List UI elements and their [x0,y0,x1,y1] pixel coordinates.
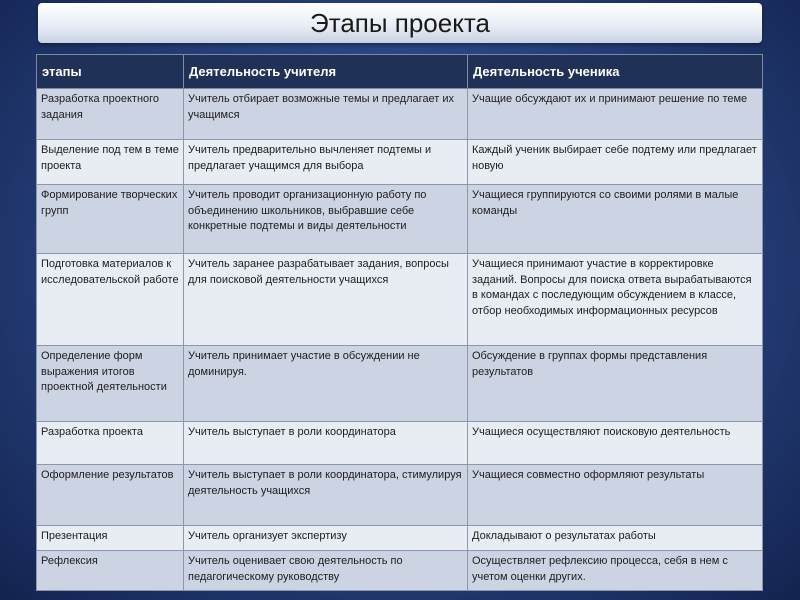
slide-title: Этапы проекта [310,7,490,38]
table-row [37,185,763,254]
stage-cell: Выделение под тем в теме проекта [37,140,184,185]
header-stages: этапы [37,55,184,89]
student-activity-cell: Учащиеся осуществляют поисковую деятельность [468,422,763,465]
student-activity-cell: Учащие обсуждают их и принимают решение по теме [468,89,763,140]
table-row [37,526,763,551]
teacher-activity-cell: Учитель организует экспертизу [184,526,468,551]
stage-cell: Разработка проектного задания [37,89,184,140]
student-activity-cell: Каждый ученик выбирает себе подтему или предлагает новую [468,140,763,185]
stage-cell: Определение форм выражения итогов проектной деятельности [37,346,184,422]
teacher-activity-cell: Учитель принимает участие в обсуждении не доминируя. [184,346,468,422]
project-stages-table [36,54,763,591]
table-row [37,254,763,346]
table-row [37,465,763,526]
header-teacher-activity: Деятельность учителя [184,55,468,89]
teacher-activity-cell: Учитель заранее разрабатывает задания, вопросы для поисковой деятельности учащихся [184,254,468,346]
table-row [37,346,763,422]
stage-cell: Презентация [37,526,184,551]
stage-cell: Формирование творческих групп [37,185,184,254]
teacher-activity-cell: Учитель предварительно вычленяет подтемы и предлагает учащимся для выбора [184,140,468,185]
student-activity-cell: Учащиеся совместно оформляют результаты [468,465,763,526]
student-activity-cell: Обсуждение в группах формы представления результатов [468,346,763,422]
teacher-activity-cell: Учитель отбирает возможные темы и предлагает их учащимся [184,89,468,140]
student-activity-cell: Учащиеся принимают участие в корректировке заданий. Вопросы для поиска ответа вырабатываются в командах с последующим обсуждением в классе, отбор необходимых информационных ресурсов [468,254,763,346]
table-row [37,551,763,591]
student-activity-cell: Учащиеся группируются со своими ролями в малые команды [468,185,763,254]
stage-cell: Разработка проекта [37,422,184,465]
student-activity-cell: Докладывают о результатах работы [468,526,763,551]
table-row [37,140,763,185]
student-activity-cell: Осуществляет рефлексию процесса, себя в нем с учетом оценки других. [468,551,763,591]
table-row [37,422,763,465]
table-header-row [37,55,763,89]
table-row [37,89,763,140]
stage-cell: Оформление результатов [37,465,184,526]
slide-title-bar [38,3,762,43]
header-student-activity: Деятельность ученика [468,55,763,89]
stage-cell: Рефлексия [37,551,184,591]
stage-cell: Подготовка материалов к исследовательской работе [37,254,184,346]
teacher-activity-cell: Учитель проводит организационную работу по объединению школьников, выбравшие себе конкретные подтемы и виды деятельности [184,185,468,254]
teacher-activity-cell: Учитель оценивает свою деятельность по педагогическому руководству [184,551,468,591]
teacher-activity-cell: Учитель выступает в роли координатора, стимулируя деятельность учащихся [184,465,468,526]
teacher-activity-cell: Учитель выступает в роли координатора [184,422,468,465]
